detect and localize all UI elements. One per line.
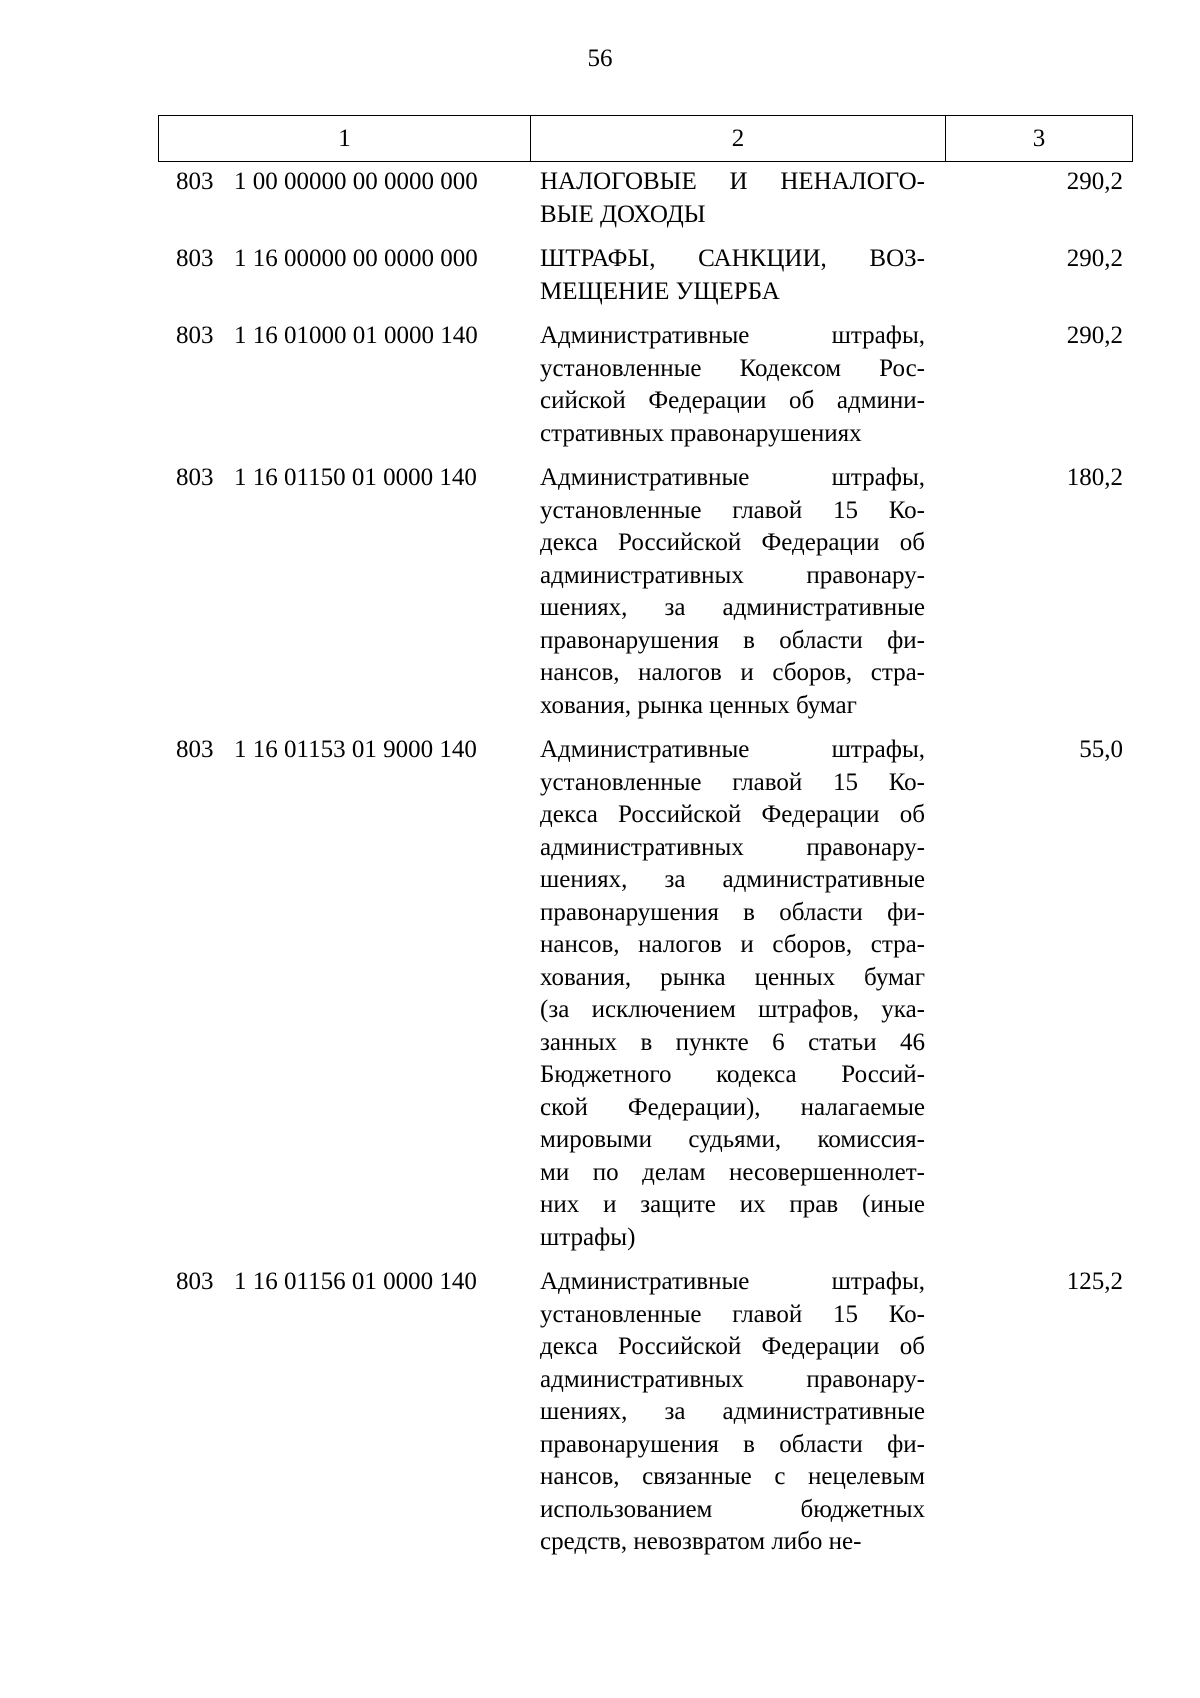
income-name-line: стративных правонарушениях: [540, 419, 862, 447]
table-row: [158, 243, 1133, 308]
income-name-line: сийской Федерации об админи-: [540, 387, 925, 414]
org-code: 803: [176, 245, 214, 272]
income-name-line: установленные главой 15 Ко-: [540, 768, 925, 796]
income-name: [530, 1266, 925, 1559]
amount: 290,2: [1066, 322, 1123, 349]
header-cell-3: 3: [1032, 124, 1046, 152]
org-code: 803: [176, 464, 214, 491]
income-name-line: шениях, за административные: [540, 866, 925, 893]
income-name-line: нансов, налогов и сборов, стра-: [540, 659, 925, 686]
income-name-line: НАЛОГОВЫЕ И НЕНАЛОГО-: [540, 168, 925, 195]
income-name-line: ВЫЕ ДОХОДЫ: [540, 200, 706, 228]
header-cell-1: 1: [159, 116, 531, 161]
income-name-line: шениях, за административные: [540, 1398, 925, 1425]
income-name-line: хования, рынка ценных бумаг: [540, 963, 925, 991]
income-name-line: Административные штрафы,: [540, 1268, 925, 1295]
income-name-line: правонарушения в области фи-: [540, 1430, 925, 1458]
income-name-line: (за исключением штрафов, ука-: [540, 996, 925, 1023]
budget-classification-code: 1 16 00000 00 0000 000: [234, 245, 478, 272]
org-code: 803: [176, 736, 214, 763]
income-name-line: административных правонару-: [540, 833, 925, 861]
income-name: [530, 320, 925, 450]
income-name: [530, 734, 925, 1254]
budget-classification-code: 1 16 01153 01 9000 140: [234, 736, 477, 763]
budget-classification-code: 1 00 00000 00 0000 000: [234, 168, 478, 195]
amount: 125,2: [1066, 1268, 1123, 1295]
income-name-line: ской Федерации), налагаемые: [540, 1093, 925, 1121]
amount: 55,0: [1079, 736, 1123, 763]
income-name-line: хования, рынка ценных бумаг: [540, 691, 857, 719]
income-name-line: установленные Кодексом Рос-: [540, 354, 925, 382]
income-name: [530, 462, 925, 722]
income-name-line: ми по делам несовершеннолет-: [540, 1158, 925, 1186]
income-name: [530, 243, 925, 308]
income-name-line: административных правонару-: [540, 561, 925, 589]
table-row: [158, 462, 1133, 722]
income-name-line: мировыми судьями, комиссия-: [540, 1126, 925, 1153]
income-name-line: Бюджетного кодекса Россий-: [540, 1061, 925, 1088]
income-name-line: декса Российской Федерации об: [540, 801, 925, 828]
income-name-line: средств, невозвратом либо не-: [540, 1528, 862, 1555]
income-name-line: шениях, за административные: [540, 594, 925, 621]
income-name-line: установленные главой 15 Ко-: [540, 1300, 925, 1328]
amount: 290,2: [1066, 245, 1123, 272]
income-name-line: Административные штрафы,: [540, 464, 925, 491]
org-code: 803: [176, 168, 214, 195]
income-name-line: правонарушения в области фи-: [540, 898, 925, 926]
page-number: 56: [587, 45, 613, 72]
table-row: [158, 166, 1133, 231]
income-name: [530, 166, 925, 231]
table-row: [158, 320, 1133, 450]
header-cell-2: 2: [531, 116, 946, 161]
budget-classification-code: 1 16 01156 01 0000 140: [234, 1268, 477, 1295]
income-name-line: ШТРАФЫ, САНКЦИИ, ВОЗ-: [540, 245, 925, 272]
income-name-line: занных в пункте 6 статьи 46: [540, 1028, 925, 1056]
income-name-line: декса Российской Федерации об: [540, 1333, 925, 1360]
table-row: [158, 734, 1133, 1254]
income-name-line: использованием бюджетных: [540, 1495, 925, 1523]
org-code: 803: [176, 322, 214, 349]
income-name-line: Административные штрафы,: [540, 736, 925, 763]
table-body: [158, 166, 1133, 1571]
income-name-line: административных правонару-: [540, 1365, 925, 1393]
table-header: [158, 115, 1133, 162]
income-name-line: штрафы): [540, 1223, 636, 1251]
income-name-line: нансов, налогов и сборов, стра-: [540, 931, 925, 958]
income-name-line: МЕЩЕНИЕ УЩЕРБА: [540, 277, 780, 305]
amount: 180,2: [1066, 464, 1123, 491]
income-name-line: нансов, связанные с нецелевым: [540, 1463, 925, 1490]
income-name-line: правонарушения в области фи-: [540, 626, 925, 654]
income-name-line: них и защите их прав (иные: [540, 1191, 925, 1218]
org-code: 803: [176, 1268, 214, 1295]
income-name-line: декса Российской Федерации об: [540, 529, 925, 556]
table-row: [158, 1266, 1133, 1559]
budget-classification-code: 1 16 01150 01 0000 140: [234, 464, 477, 491]
budget-classification-code: 1 16 01000 01 0000 140: [234, 322, 478, 349]
amount: 290,2: [1066, 168, 1123, 195]
income-name-line: Административные штрафы,: [540, 322, 925, 349]
income-name-line: установленные главой 15 Ко-: [540, 496, 925, 524]
